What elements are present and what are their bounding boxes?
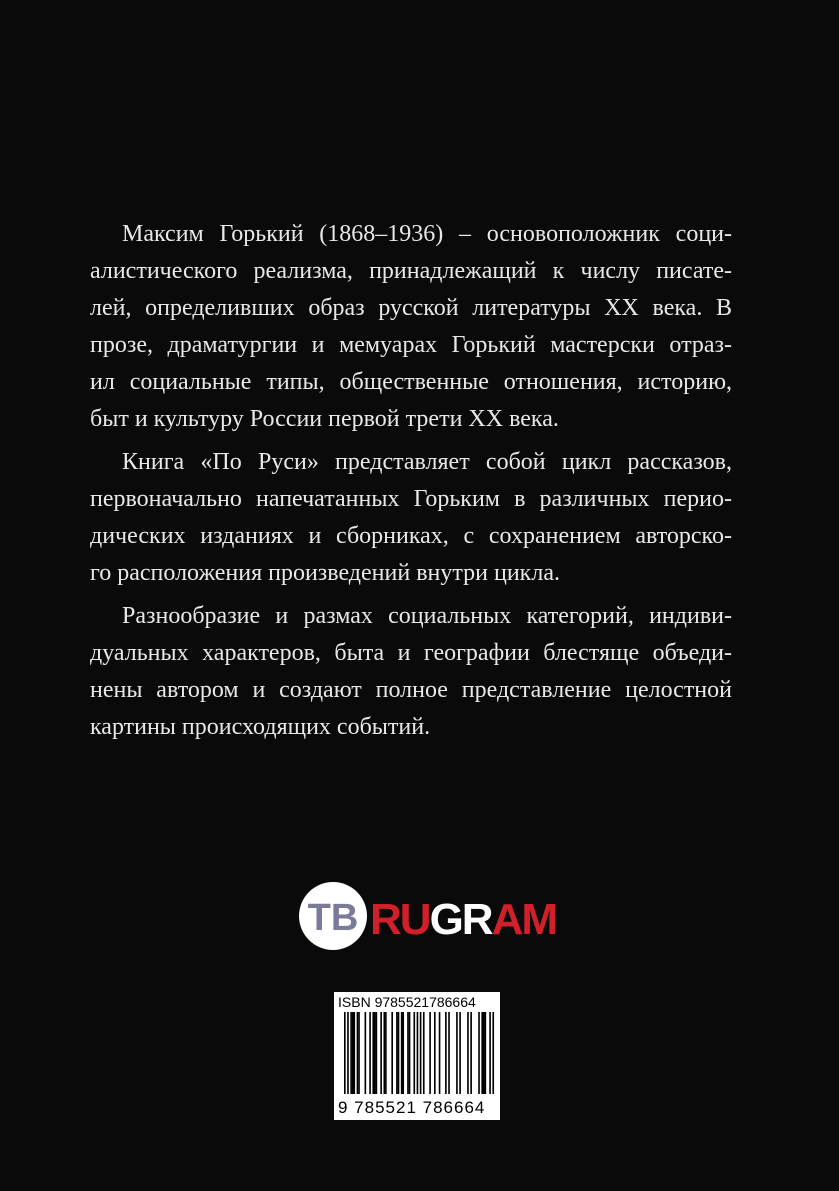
barcode-bar: [478, 1012, 480, 1094]
barcode-bar: [483, 1012, 485, 1094]
barcode-bar: [396, 1012, 398, 1094]
barcode-bar: [409, 1012, 411, 1094]
barcode-bar: [413, 1012, 415, 1094]
barcode-bar: [489, 1012, 491, 1094]
text-line: Книга «По Руси» представляет собой цикл рассказов,: [122, 449, 732, 475]
barcode-bar: [376, 1012, 378, 1094]
barcode-bar: [470, 1012, 472, 1094]
barcode-bar: [439, 1012, 441, 1094]
barcode-bar: [429, 1012, 431, 1094]
barcode-bar: [358, 1012, 360, 1094]
barcode-bar: [407, 1012, 409, 1094]
barcode-bar: [372, 1012, 374, 1094]
text-line: Максим Горький (1868–1936) – основоположник соци-: [122, 221, 732, 247]
barcode-bar: [445, 1012, 447, 1094]
text-line: дуальных характеров, быта и географии блестяще объеди-: [90, 640, 732, 666]
isbn-barcode: [334, 992, 500, 1120]
barcode-bar: [369, 1012, 371, 1094]
text-line: прозе, драматургии и мемуарах Горький мастерски отраз-: [90, 332, 732, 358]
barcode-bar: [383, 1012, 385, 1094]
text-line: дических изданиях и сборниках, с сохранением авторско-: [90, 523, 732, 549]
barcode-bar: [380, 1012, 382, 1094]
barcode-bar: [365, 1012, 367, 1094]
barcode-bar: [374, 1012, 376, 1094]
text-line: алистического реализма, принадлежащий к числу писате-: [90, 258, 732, 284]
publisher-logo-graphic: [298, 880, 556, 952]
barcode-bar: [485, 1012, 487, 1094]
text-line: ил социальные типы, общественные отношения, историю,: [90, 369, 732, 395]
barcode-bar: [398, 1012, 400, 1094]
barcode-bar: [459, 1012, 461, 1094]
barcode-bar: [467, 1012, 469, 1094]
barcode-bar: [492, 1012, 494, 1094]
barcode-bar: [353, 1012, 355, 1094]
publisher-logo: [298, 880, 556, 952]
text-line: Разнообразие и размах социальных категорий, индиви-: [122, 603, 732, 629]
barcode-bar: [385, 1012, 387, 1094]
barcode-bar: [344, 1012, 346, 1094]
text-line: нены автором и создают полное представление целостной: [90, 677, 732, 703]
barcode-digits: 9 785521 786664: [338, 1098, 486, 1117]
barcode-bar: [423, 1012, 425, 1094]
barcode-bar: [350, 1012, 352, 1094]
barcode-bar: [391, 1012, 393, 1094]
text-line: го расположения произведений внутри цикла.: [90, 560, 560, 586]
annotation-text: [90, 216, 732, 746]
text-line: картины происходящих событий.: [90, 714, 431, 740]
isbn-label: ISBN 9785521786664: [338, 994, 476, 1010]
barcode-bar: [420, 1012, 422, 1094]
logo-emblem-letters: ТВ: [307, 897, 359, 939]
barcode-bars: [344, 1012, 494, 1094]
barcode-bar: [456, 1012, 458, 1094]
logo-wordmark: RUGRAM: [370, 895, 556, 944]
barcode-bar: [402, 1012, 404, 1094]
barcode-bar: [357, 1012, 359, 1094]
barcode-bar: [352, 1012, 354, 1094]
barcode-bar: [434, 1012, 436, 1094]
barcode-bar: [481, 1012, 483, 1094]
text-line: быт и культуру России первой трети XX века.: [90, 406, 559, 432]
text-line: лей, определивших образ русской литературы XX века. В: [90, 295, 732, 321]
barcode-bar: [417, 1012, 419, 1094]
text-line: первоначально напечатанных Горьким в различных перио-: [90, 486, 732, 512]
barcode-bar: [401, 1012, 403, 1094]
barcode-bar: [448, 1012, 450, 1094]
barcode-bar: [347, 1012, 349, 1094]
